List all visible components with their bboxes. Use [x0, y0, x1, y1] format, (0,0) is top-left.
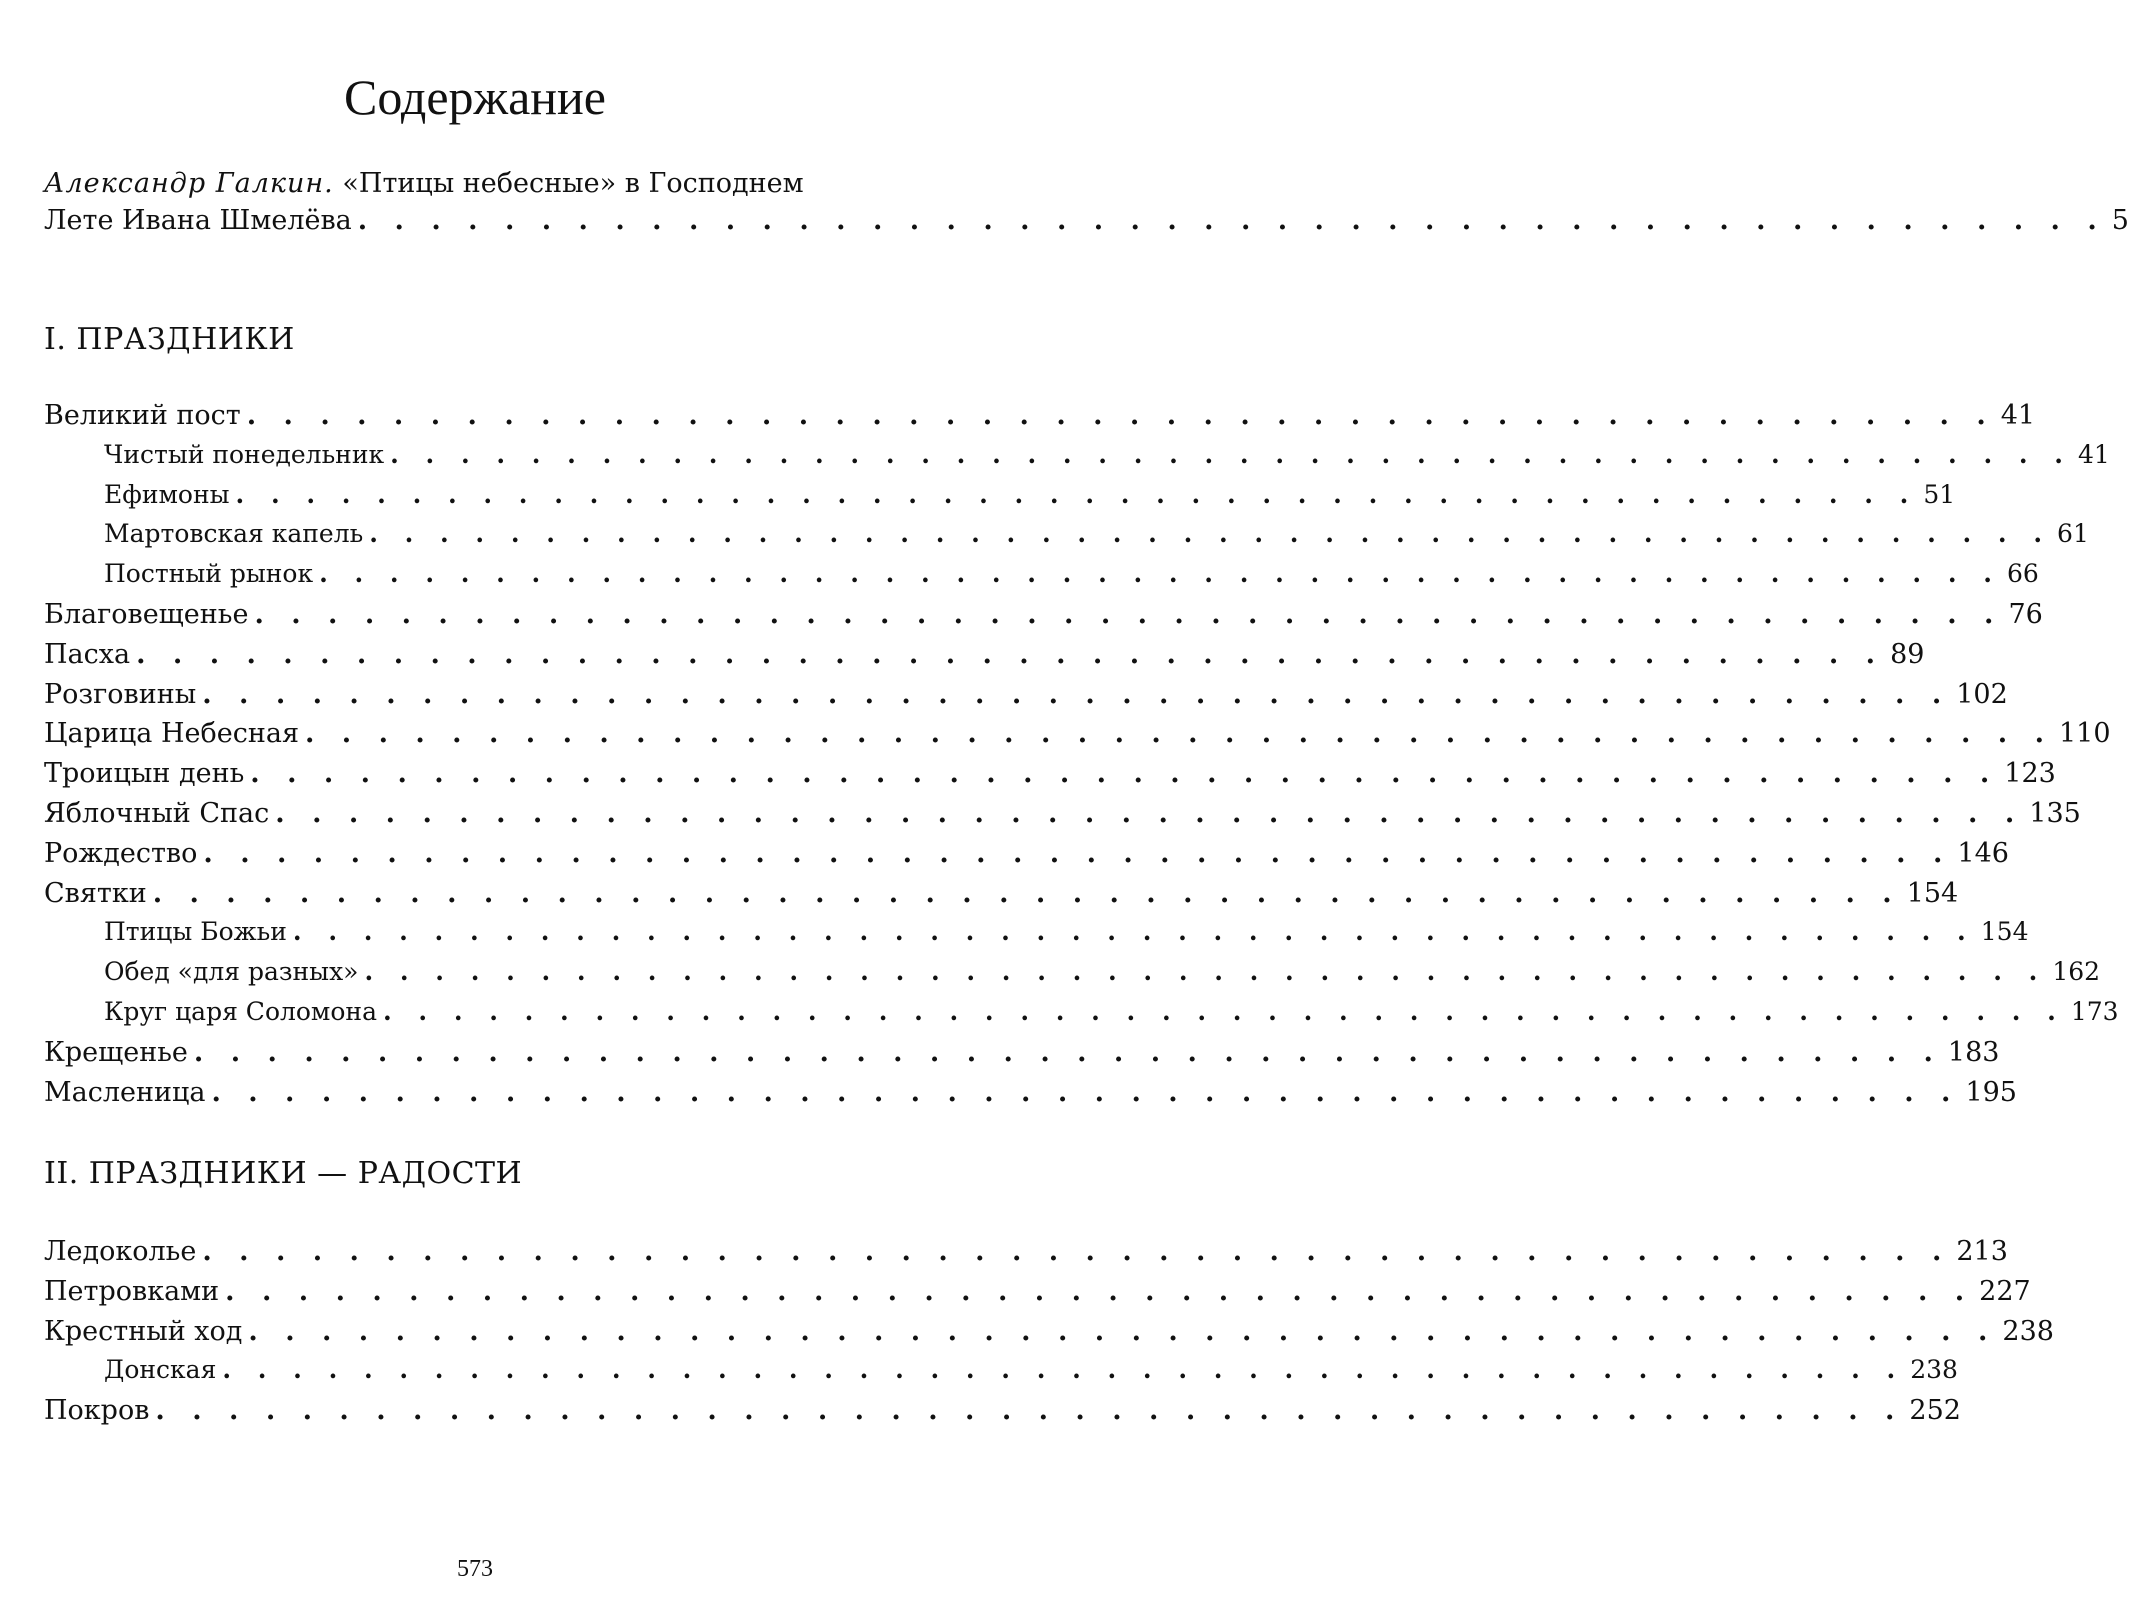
toc-page-number: 51	[1923, 479, 1956, 509]
intro-page-number: 5	[2111, 205, 2129, 236]
toc-subentry	[104, 439, 2110, 478]
toc-entry-title: Постный рынок	[104, 559, 314, 589]
toc-entry-title: Рождество	[44, 837, 198, 869]
toc-entry	[44, 1236, 2008, 1274]
toc-entry	[44, 678, 2008, 717]
intro-text-line-1: «Птицы небесные» в Господнем	[342, 168, 804, 199]
toc-entry-title: Круг царя Соломона	[104, 997, 377, 1026]
toc-page-number: 76	[2008, 599, 2043, 630]
toc-entry	[44, 400, 2036, 438]
leader-dots: . . . . . . . . . . . . . . . . . . . . . . . . . . . . . . . . . . . . . . . . . . . . . . . .	[211, 1076, 1960, 1108]
toc-page-number: 66	[2006, 559, 2039, 589]
toc-entry	[44, 599, 2043, 637]
toc-page-number: 41	[2077, 439, 2110, 469]
toc-entry-title: Великий пост	[44, 400, 241, 431]
toc-entry	[44, 1076, 2017, 1115]
toc-entry	[44, 837, 2009, 876]
toc-page-number: 61	[2057, 519, 2089, 549]
leader-dots: . . . . . . . . . . . . . . . . . . . . . . . . . . . . . . . . . . . . . . . . . . . . . . . .	[136, 638, 1885, 670]
leader-dots: . . . . . . . . . . . . . . . . . . . . . . . . . . . . . . . . . . . . . . . . . . . . . . . .	[202, 1236, 1951, 1267]
toc-subentry	[104, 1355, 1958, 1393]
page-title: Содержание	[344, 69, 606, 125]
toc-entry	[44, 1275, 2031, 1314]
leader-dots: . . . . . . . . . . . . . . . . . . . . . . . . . . . . . . . . . . . . . . . . . . . . . . . .	[304, 718, 2053, 750]
toc-entry-title: Обед «для разных»	[104, 957, 359, 987]
toc-entry-title: Пасха	[44, 638, 131, 670]
toc-entry-title: Ефимоны	[104, 479, 230, 509]
intro-author: Александр Галкин.	[44, 168, 334, 199]
leader-dots: . . . . . . . . . . . . . . . . . . . . . . . . . . . . . . . . . . . . . . . . . . . . . . . .	[225, 1275, 1974, 1307]
intro-line-2	[44, 205, 2129, 243]
toc-entry	[44, 638, 1925, 677]
toc-page-number: 195	[1965, 1076, 2017, 1108]
toc-entry	[44, 718, 2111, 756]
toc-page-number: 183	[1947, 1036, 2000, 1068]
toc-entry-title: Розговины	[44, 678, 197, 710]
toc-entry-title: Покров	[44, 1395, 150, 1427]
toc-entry-title: Масленица	[44, 1076, 206, 1108]
leader-dots: . . . . . . . . . . . . . . . . . . . . . . . . . . . . . . . . . . . . . . . . . . . . . . . .	[254, 599, 2003, 630]
toc-entry-title: Птицы Божьи	[104, 917, 287, 947]
toc-page-number: 123	[2004, 758, 2056, 790]
toc-page-number: 252	[1909, 1395, 1961, 1427]
toc-entry-title: Крестный ход	[44, 1315, 243, 1347]
leader-dots: . . . . . . . . . . . . . . . . . . . . . . . . . . . . . . . . . . . . . . . . . . . . . . . .	[222, 1355, 1905, 1385]
toc-page-number: 102	[1956, 678, 2008, 710]
toc-entry-title: Петровками	[44, 1275, 220, 1307]
toc-page-number: 41	[2000, 400, 2036, 431]
toc-entry-title: Троицын день	[44, 758, 245, 790]
toc-subentry	[104, 559, 2039, 597]
leader-dots: . . . . . . . . . . . . . . . . . . . . . . . . . . . . . . . . . . . . . . . . . . . . . . . .	[364, 957, 2047, 987]
toc-entry-title: Яблочный Спас	[44, 798, 270, 829]
leader-dots: . . . . . . . . . . . . . . . . . . . . . . . . . . . . . . . . . . . . . . . . . . . . . . . .	[369, 519, 2052, 549]
toc-entry-title: Святки	[44, 877, 147, 909]
leader-dots: . . . . . . . . . . . . . . . . . . . . . . . . . . . . . . . . . . . . . . . . . . . . . . . .	[235, 479, 1918, 509]
toc-entry	[44, 758, 2056, 796]
toc-entry	[44, 1036, 2000, 1075]
leader-dots: . . . . . . . . . . . . . . . . . . . . . . . . . . . . . . . . . . . . . . . . . . . . . . . .	[155, 1395, 1904, 1427]
leader-dots: . . . . . . . . . . . . . . . . . . . . . . . . . . . . . . . . . . . . . . . . . . . . . . . .	[246, 400, 1995, 431]
toc-page-number: 238	[2002, 1315, 2054, 1347]
page-number-footer: 573	[457, 1556, 493, 1582]
toc-entry	[44, 1395, 1961, 1433]
leader-dots: . . . . . . . . . . . . . . . . . . . . . . . . . . . . . . . . . . . . . . . . . . . . . . . .	[275, 798, 2024, 829]
toc-page-number: 154	[1980, 917, 2029, 947]
toc-entry-title: Донская	[104, 1355, 217, 1385]
toc-entry	[44, 877, 1959, 916]
toc-page-number: 238	[1910, 1355, 1958, 1385]
toc-subentry	[104, 917, 2029, 955]
intro-text-line-2: Лете Ивана Шмелёва	[44, 205, 352, 236]
toc-page-number: 89	[1890, 638, 1925, 670]
leader-dots: . . . . . . . . . . . . . . . . . . . . . . . . . . . . . . . . . . . . . . . . . . . . . . . .	[292, 917, 1975, 947]
toc-entry-title: Мартовская капель	[104, 519, 364, 549]
toc-entry	[44, 798, 2081, 836]
toc-subentry	[104, 957, 2101, 995]
toc-subentry	[104, 997, 2119, 1035]
leader-dots: . . . . . . . . . . . . . . . . . . . . . . . . . . . . . . . . . . . . . . . . . . . . . . . .	[390, 439, 2072, 469]
toc-page-number: 173	[2070, 997, 2119, 1026]
leader-dots: . . . . . . . . . . . . . . . . . . . . . . . . . . . . . . . . . . . . . . . . . . . . . . . .	[357, 205, 2106, 236]
section-heading: II. ПРАЗДНИКИ — РАДОСТИ	[44, 1156, 523, 1191]
toc-entry-title: Царица Небесная	[44, 718, 299, 750]
toc-page-number: 154	[1906, 877, 1959, 909]
toc-entry-title: Благовещенье	[44, 599, 249, 630]
leader-dots: . . . . . . . . . . . . . . . . . . . . . . . . . . . . . . . . . . . . . . . . . . . . . . . .	[250, 758, 1999, 790]
toc-page-number: 227	[1979, 1275, 2031, 1307]
toc-page-number: 162	[2052, 957, 2101, 987]
toc-page-number: 135	[2029, 798, 2081, 829]
toc-subentry	[104, 519, 2089, 557]
intro-line-1	[44, 168, 804, 199]
toc-entry-title: Ледоколье	[44, 1236, 197, 1267]
toc-subentry	[104, 479, 1956, 518]
toc-entry-title: Чистый понедельник	[104, 439, 385, 469]
leader-dots: . . . . . . . . . . . . . . . . . . . . . . . . . . . . . . . . . . . . . . . . . . . . . . . .	[319, 559, 2001, 589]
leader-dots: . . . . . . . . . . . . . . . . . . . . . . . . . . . . . . . . . . . . . . . . . . . . . . . .	[193, 1036, 1942, 1068]
toc-page-number: 110	[2058, 718, 2111, 750]
toc-page-number: 213	[1956, 1236, 2008, 1267]
leader-dots: . . . . . . . . . . . . . . . . . . . . . . . . . . . . . . . . . . . . . . . . . . . . . . . .	[152, 877, 1901, 909]
section-heading: I. ПРАЗДНИКИ	[44, 322, 295, 357]
toc-entry-title: Крещенье	[44, 1036, 188, 1068]
leader-dots: . . . . . . . . . . . . . . . . . . . . . . . . . . . . . . . . . . . . . . . . . . . . . . . .	[248, 1315, 1997, 1347]
leader-dots: . . . . . . . . . . . . . . . . . . . . . . . . . . . . . . . . . . . . . . . . . . . . . . . .	[383, 997, 2065, 1026]
toc-page-number: 146	[1957, 837, 2009, 869]
toc-entry	[44, 1315, 2054, 1354]
leader-dots: . . . . . . . . . . . . . . . . . . . . . . . . . . . . . . . . . . . . . . . . . . . . . . . .	[203, 837, 1952, 869]
leader-dots: . . . . . . . . . . . . . . . . . . . . . . . . . . . . . . . . . . . . . . . . . . . . . . . .	[202, 678, 1951, 710]
